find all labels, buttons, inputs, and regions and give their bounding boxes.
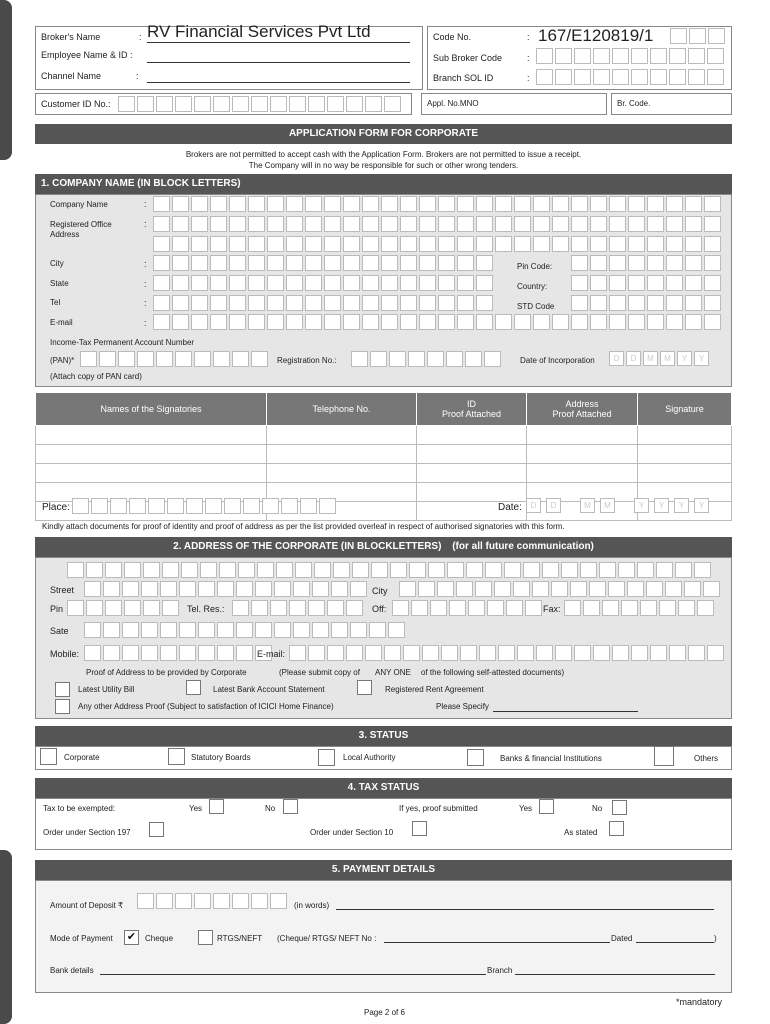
rtgs-checkbox[interactable]: [198, 930, 213, 945]
order-10-label: Order under Section 10: [310, 828, 394, 837]
bank-statement-label: Latest Bank Account Statement: [213, 685, 325, 694]
cheque-no-label: (Cheque/ RTGS/ NEFT No :: [277, 934, 377, 943]
customer-id-boxes[interactable]: [118, 96, 403, 112]
date-box[interactable]: M: [643, 351, 658, 366]
colon: :: [527, 53, 530, 63]
mobile-boxes[interactable]: [84, 645, 274, 661]
date-label: Date:: [498, 502, 522, 513]
table-cell[interactable]: [36, 445, 267, 464]
date-box[interactable]: Y: [694, 351, 709, 366]
proof-submitted-label: If yes, proof submitted: [399, 804, 478, 813]
rent-agreement-label: Registered Rent Agreement: [385, 685, 484, 694]
brokers-name-line: [147, 42, 410, 43]
proof-yes-checkbox[interactable]: [539, 799, 554, 814]
proof-no-label: No: [592, 804, 603, 813]
proof-no-checkbox[interactable]: [612, 800, 627, 815]
date-box[interactable]: Y: [674, 498, 689, 513]
table-cell[interactable]: [267, 426, 417, 445]
as-stated-label: As stated: [564, 828, 598, 837]
col-header-telephone: Telephone No.: [267, 393, 417, 426]
date-box[interactable]: Y: [677, 351, 692, 366]
branch-label: Branch: [487, 966, 513, 975]
proof-line-d: of the following self-attested documents): [421, 668, 565, 677]
pin-code-label: Pin Code:: [517, 262, 553, 271]
tel-res-boxes[interactable]: [232, 600, 365, 616]
date-box[interactable]: M: [580, 498, 595, 513]
table-row: [36, 464, 732, 483]
table-cell[interactable]: [638, 464, 732, 483]
status-local-authority-checkbox[interactable]: [318, 749, 335, 766]
colon: :: [144, 199, 147, 209]
channel-label: Channel Name: [41, 71, 102, 81]
date-box[interactable]: D: [626, 351, 641, 366]
table-cell[interactable]: [527, 445, 638, 464]
address-email-label: E-mail:: [257, 649, 286, 659]
code-no-value[interactable]: 167/E120819/1: [538, 26, 654, 45]
colon: :: [144, 298, 147, 308]
date-box[interactable]: Y: [694, 498, 709, 513]
table-cell[interactable]: [417, 445, 527, 464]
other-proof-checkbox[interactable]: [55, 699, 70, 714]
proof-line-b: (Please submit copy of: [279, 668, 360, 677]
status-local-authority-label: Local Authority: [343, 753, 396, 762]
company-name-boxes[interactable]: [153, 196, 723, 212]
sub-broker-label: Sub Broker Code: [433, 53, 503, 63]
dated-field[interactable]: [636, 942, 714, 943]
table-cell[interactable]: [417, 483, 527, 502]
section4-heading: 4. TAX STATUS: [35, 778, 732, 798]
signatory-note: Kindly attach documents for proof of identity and proof of address as per the list provided overleaf in respect of authorised signatories with this form.: [42, 522, 565, 531]
employee-field[interactable]: [147, 62, 410, 63]
date-box[interactable]: D: [609, 351, 624, 366]
table-cell[interactable]: [36, 464, 267, 483]
channel-field[interactable]: [147, 82, 410, 83]
tax-yes-checkbox[interactable]: [209, 799, 224, 814]
cheque-checkbox[interactable]: ✔: [124, 930, 139, 945]
tax-no-checkbox[interactable]: [283, 799, 298, 814]
branch-field[interactable]: [515, 974, 715, 975]
date-box[interactable]: D: [526, 498, 541, 513]
customer-id-label: Customer ID No.:: [41, 99, 111, 109]
table-cell[interactable]: [638, 426, 732, 445]
section2-heading-text: 2. ADDRESS OF THE CORPORATE (IN BLOCKLETTERS): [173, 541, 442, 552]
date-box[interactable]: D: [546, 498, 561, 513]
email-label: E-mail: [50, 318, 73, 327]
br-code-label: Br. Code.: [617, 99, 651, 108]
company-name-label: Company Name: [50, 200, 108, 209]
address-city-boxes[interactable]: [399, 581, 722, 597]
pin-label: Pin: [50, 604, 64, 614]
city-label: City: [50, 259, 64, 268]
table-cell[interactable]: [267, 445, 417, 464]
section5-heading: 5. PAYMENT DETAILS: [35, 860, 732, 880]
place-boxes[interactable]: [72, 498, 338, 514]
table-row: [36, 426, 732, 445]
col-header-signature: Signature: [638, 393, 732, 426]
status-statutory-label: Statutory Boards: [191, 753, 251, 762]
city-boxes[interactable]: [153, 255, 495, 271]
fax-boxes[interactable]: [564, 600, 716, 616]
mobile-label: Mobile:: [50, 649, 80, 659]
country-boxes[interactable]: [571, 275, 723, 291]
mode-of-payment-label: Mode of Payment: [50, 934, 113, 943]
registration-no-label: Registration No.:: [277, 356, 337, 365]
cheque-no-field[interactable]: [384, 942, 610, 943]
colon: :: [144, 279, 147, 289]
section1-heading: 1. COMPANY NAME (IN BLOCK LETTERS): [35, 174, 732, 194]
section4-body: [35, 798, 732, 850]
pin-boxes[interactable]: [67, 600, 181, 616]
form-title: APPLICATION FORM FOR CORPORATE: [35, 124, 732, 144]
status-banks-checkbox[interactable]: [467, 749, 484, 766]
colon: :: [144, 318, 147, 328]
status-banks-label: Banks & financial Institutions: [500, 754, 602, 763]
state-label: Sate: [50, 626, 69, 636]
attach-pan-note: (Attach copy of PAN card): [50, 372, 142, 381]
registered-office-label: Registered Office: [50, 220, 112, 229]
notice-line-2: The Company will in no way be responsible for such or other wrong tenders.: [248, 161, 519, 170]
sub-broker-boxes[interactable]: [536, 48, 726, 64]
notice-line-1: Brokers are not permitted to accept cash with the Application Form. Brokers are not permitted to issue a receipt.: [185, 150, 582, 159]
col-header-names: Names of the Signatories: [36, 393, 267, 426]
email-boxes[interactable]: [153, 314, 723, 330]
col-header-address-proof: Address Proof Attached: [527, 393, 638, 426]
in-words-label: (in words): [294, 901, 330, 910]
employee-label: Employee Name & ID :: [41, 50, 133, 60]
tel-boxes[interactable]: [153, 295, 495, 311]
branch-sol-boxes[interactable]: [536, 69, 726, 85]
address-line-boxes[interactable]: [67, 562, 713, 578]
bank-details-field[interactable]: [100, 974, 486, 975]
close-paren: ): [714, 934, 717, 943]
std-code-boxes[interactable]: [571, 295, 723, 311]
tax-exempted-label: Tax to be exempted:: [43, 804, 116, 813]
table-cell[interactable]: [527, 426, 638, 445]
colon: :: [139, 32, 142, 42]
amount-in-words-field[interactable]: [336, 909, 714, 910]
tel-label: Tel: [50, 298, 61, 307]
address-city-label: City: [372, 586, 388, 596]
std-code-label: STD Code: [517, 302, 555, 311]
status-corporate-label: Corporate: [64, 753, 100, 762]
cheque-label: Cheque: [145, 934, 174, 943]
state-boxes[interactable]: [84, 622, 407, 638]
table-cell[interactable]: [417, 426, 527, 445]
page-tab-bottom: [0, 850, 12, 1024]
table-row: [36, 445, 732, 464]
table-cell[interactable]: [638, 445, 732, 464]
branch-sol-label: Branch SOL ID: [433, 73, 494, 83]
brokers-name-value[interactable]: RV Financial Services Pvt Ltd: [147, 22, 371, 41]
section3-heading: 3. STATUS: [35, 726, 732, 746]
code-no-label: Code No.: [433, 32, 472, 42]
utility-bill-checkbox[interactable]: [55, 682, 70, 697]
status-statutory-checkbox[interactable]: [168, 748, 185, 765]
other-proof-label: Any other Address Proof (Subject to satisfaction of ICICI Home Finance): [78, 702, 334, 711]
bank-details-label: Bank details: [50, 966, 94, 975]
pan-boxes[interactable]: [80, 351, 270, 367]
state-label: State: [50, 279, 69, 288]
date-box[interactable]: Y: [634, 498, 649, 513]
page-tab-top: [0, 0, 12, 160]
tax-no-label: No: [265, 804, 276, 813]
street-boxes[interactable]: [84, 581, 369, 597]
registration-no-boxes[interactable]: [351, 351, 503, 367]
page-number: Page 2 of 6: [364, 1008, 405, 1017]
col-header-id-proof: ID Proof Attached: [417, 393, 527, 426]
order-197-label: Order under Section 197: [43, 828, 131, 837]
country-label: Country:: [517, 282, 548, 291]
table-cell[interactable]: [527, 464, 638, 483]
table-cell[interactable]: [417, 464, 527, 483]
colon: :: [527, 73, 530, 83]
section2-heading-suffix: (for all future communication): [452, 541, 594, 552]
mandatory-note: *mandatory: [676, 997, 723, 1007]
fax-label: Fax:: [543, 604, 561, 614]
as-stated-checkbox[interactable]: [609, 821, 624, 836]
rent-agreement-checkbox[interactable]: [357, 680, 372, 695]
tel-res-label: Tel. Res.:: [187, 604, 225, 614]
tax-yes-label: Yes: [189, 804, 203, 813]
off-boxes[interactable]: [392, 600, 544, 616]
street-label: Street: [50, 585, 75, 595]
signatory-date-boxes[interactable]: [526, 498, 711, 513]
pan-title: Income-Tax Permanent Account Number: [50, 338, 195, 347]
amount-label: Amount of Deposit ₹: [50, 901, 124, 910]
colon: :: [144, 219, 147, 229]
table-cell[interactable]: [36, 426, 267, 445]
date-box[interactable]: M: [600, 498, 615, 513]
date-box[interactable]: Y: [654, 498, 669, 513]
proof-line-a: Proof of Address to be provided by Corporate: [86, 668, 247, 677]
section2-heading: [35, 537, 732, 557]
pin-code-boxes[interactable]: [571, 255, 723, 271]
status-corporate-checkbox[interactable]: [40, 748, 57, 765]
code-no-boxes[interactable]: [670, 28, 727, 44]
address-boxes-2[interactable]: [153, 236, 723, 252]
please-specify-label: Please Specify: [436, 702, 489, 711]
utility-bill-label: Latest Utility Bill: [78, 685, 135, 694]
amount-boxes[interactable]: [137, 893, 289, 909]
address-boxes-1[interactable]: [153, 216, 723, 232]
address-label: Address: [50, 230, 80, 239]
colon: :: [144, 259, 147, 269]
state-boxes[interactable]: [153, 275, 495, 291]
colon: :: [527, 32, 530, 42]
place-label: Place:: [42, 502, 70, 513]
rtgs-label: RTGS/NEFT: [217, 934, 263, 943]
pan-label: (PAN)*: [50, 356, 75, 365]
colon: :: [136, 71, 139, 81]
order-10-checkbox[interactable]: [412, 821, 427, 836]
date-box[interactable]: M: [660, 351, 675, 366]
bank-statement-checkbox[interactable]: [186, 680, 201, 695]
please-specify-field[interactable]: [493, 711, 638, 712]
brokers-name-label: Broker's Name: [41, 32, 101, 42]
proof-line-c: ANY ONE: [375, 668, 411, 677]
appl-no-label: Appl. No.MNO: [427, 99, 479, 108]
order-197-checkbox[interactable]: [149, 822, 164, 837]
status-others-checkbox[interactable]: [654, 746, 674, 766]
status-others-label: Others: [694, 754, 719, 763]
dated-label: Dated: [611, 934, 633, 943]
incorporation-date-boxes[interactable]: [609, 351, 711, 366]
address-email-boxes[interactable]: [289, 645, 726, 661]
proof-yes-label: Yes: [519, 804, 533, 813]
date-of-incorporation-label: Date of Incorporation: [520, 356, 595, 365]
table-cell[interactable]: [267, 464, 417, 483]
off-label: Off:: [372, 604, 387, 614]
